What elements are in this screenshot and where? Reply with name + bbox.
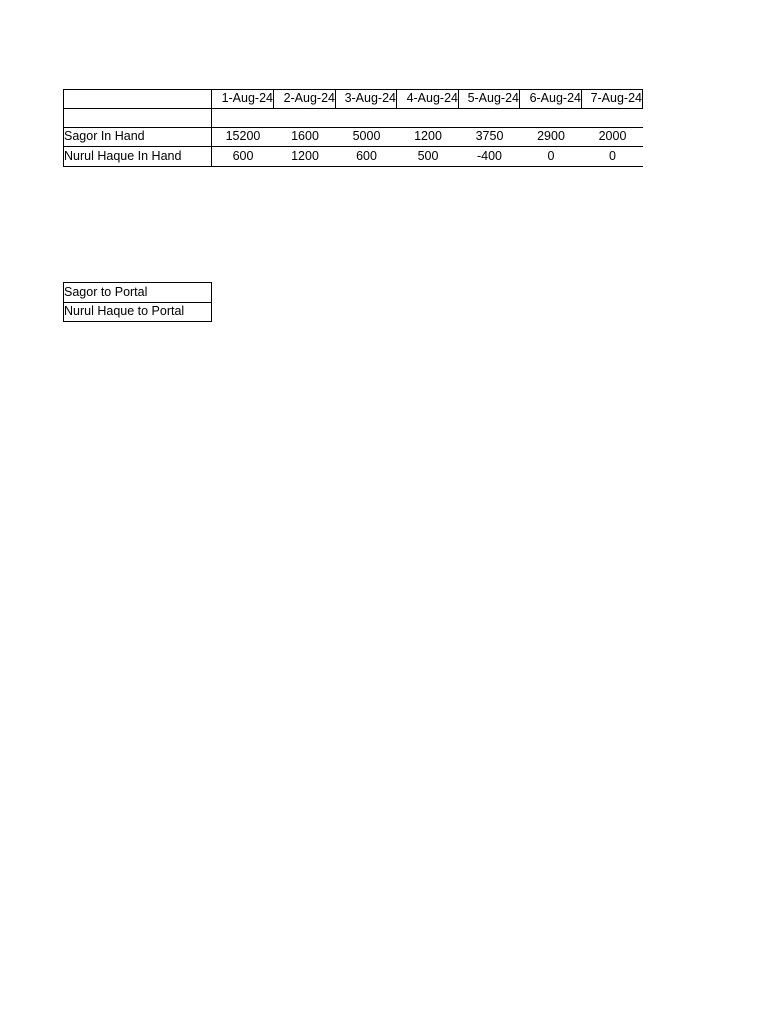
table-cell: -400 [476,149,503,163]
date-header-2: 2-Aug-24 [283,91,335,105]
table-cell: 600 [232,149,254,163]
table-cell: 15200 [225,129,261,143]
table-cell: 2000 [598,129,627,143]
table-cell: 5000 [352,129,381,143]
table-cell: 2900 [537,129,565,143]
row-label-sagor-to-portal: Sagor to Portal [64,285,148,299]
table-cell: 500 [417,149,439,163]
table-cell: 1600 [291,129,319,143]
date-header-4: 4-Aug-24 [406,91,458,105]
table-cell: 0 [609,149,616,163]
table-cell: 1200 [291,149,319,163]
row-label-nurul-haque-to-portal: Nurul Haque to Portal [64,304,185,318]
date-header-5: 5-Aug-24 [467,91,519,105]
date-header-7: 7-Aug-24 [590,91,642,105]
date-header-3: 3-Aug-24 [344,91,396,105]
table-cell: 600 [356,149,377,163]
t2-vline-right [211,282,212,322]
table-cell: 3750 [475,129,504,143]
table-cell: 0 [547,149,555,163]
date-header-1: 1-Aug-24 [221,91,273,105]
row-label-nurul-haque-in-hand: Nurul Haque In Hand [64,149,182,163]
date-header-6: 6-Aug-24 [529,91,581,105]
row-label-sagor-in-hand: Sagor In Hand [64,129,145,143]
table-cell: 1200 [414,129,442,143]
